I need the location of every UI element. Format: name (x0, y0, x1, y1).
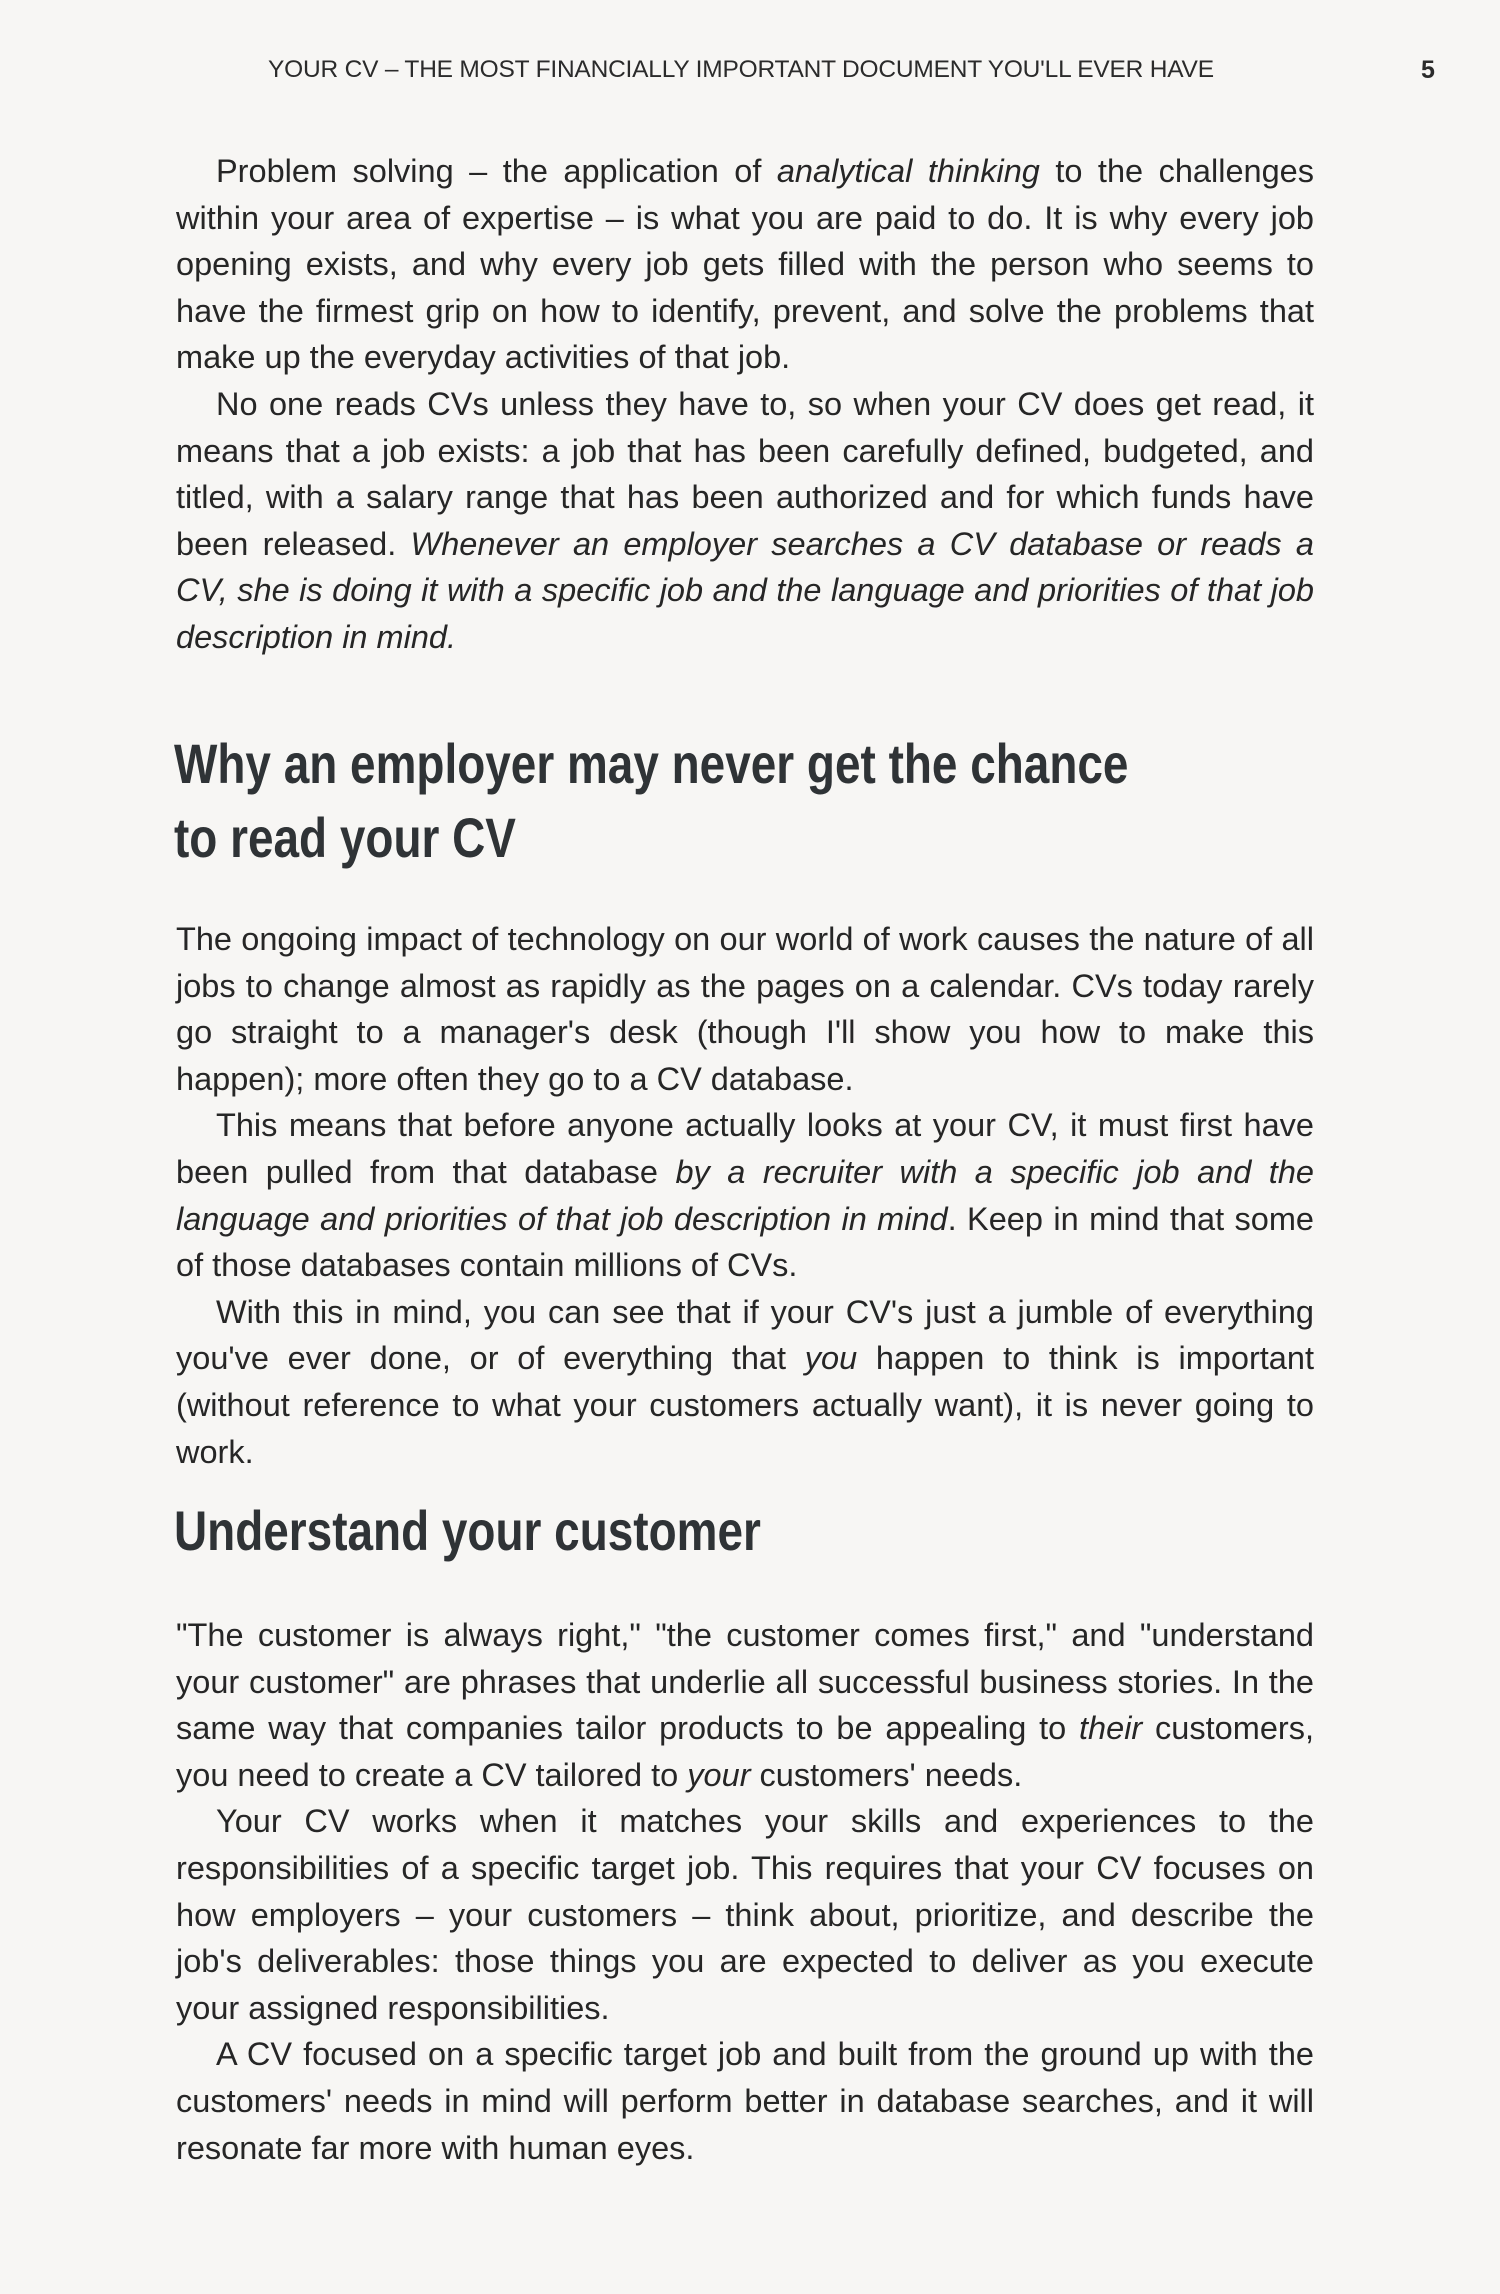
employer-paragraph-1: The ongoing impact of technology on our world of work causes the nature of all jobs to change almost as rapidly as the pages on a calendar. CVs today rarely go straight to a manager's desk (though I'll show you how to make this happen); more often they go to a CV database. (176, 921, 1314, 1097)
employer-paragraph-3: With this in mind, you can see that if your CV's just a jumble of everything you've ever done, or of everything that you happen to think is important (without reference to what your customers actually want), it is never going to work. (176, 1293, 1314, 1470)
customer-paragraph-2: Your CV works when it matches your skills and experiences to the responsibilities of a specific target job. This requires that your CV focuses on how employers – your customers – think about, prioritize, and describe the job's deliverables: those things you are expected to deliver as you execute your assigned responsibilities. (176, 1803, 1314, 2026)
section-customer-text (176, 1612, 1314, 2171)
section-heading-customer: Understand your customer (174, 1499, 761, 1562)
running-header (0, 56, 1500, 90)
running-title: YOUR CV – THE MOST FINANCIALLY IMPORTANT DOCUMENT YOU'LL EVER HAVE (268, 56, 1214, 83)
section-employer-text (176, 916, 1314, 1475)
intro-paragraph-2: No one reads CVs unless they have to, so when your CV does get read, it means that a job exists: a job that has been carefully defined, budgeted, and titled, with a salary range that has been authorized and for which funds have been released. Whenever an employer searches a CV database or reads a CV, she is doing it with a specific job and the language and priorities of that job description in mind. (176, 385, 1314, 655)
intro-paragraph-1: Problem solving – the application of analytical thinking to the challenges within your area of expertise – is what you are paid to do. It is why every job opening exists, and why every job gets filled with the person who seems to have the firmest grip on how to identify, prevent, and solve the problems that make up the everyday activities of that job. (176, 153, 1314, 376)
customer-paragraph-3: A CV focused on a specific target job and built from the ground up with the customers' needs in mind will perform better in database searches, and it will resonate far more with human eyes. (176, 2036, 1314, 2166)
section-heading-employer: Why an employer may never get the chance to read your CV (174, 732, 1129, 869)
customer-paragraph-1: "The customer is always right," "the customer comes first," and "understand your customer" are phrases that underlie all successful business stories. In the same way that companies tailor products to be appealing to their customers, you need to create a CV tailored to your customers' needs. (176, 1617, 1314, 1793)
employer-paragraph-2: This means that before anyone actually looks at your CV, it must first have been pulled from that database by a recruiter with a specific job and the language and priorities of that job description in mind. Keep in mind that some of those databases contain millions of CVs. (176, 1107, 1315, 1284)
page-number: 5 (1421, 56, 1435, 84)
intro-text (176, 148, 1314, 661)
